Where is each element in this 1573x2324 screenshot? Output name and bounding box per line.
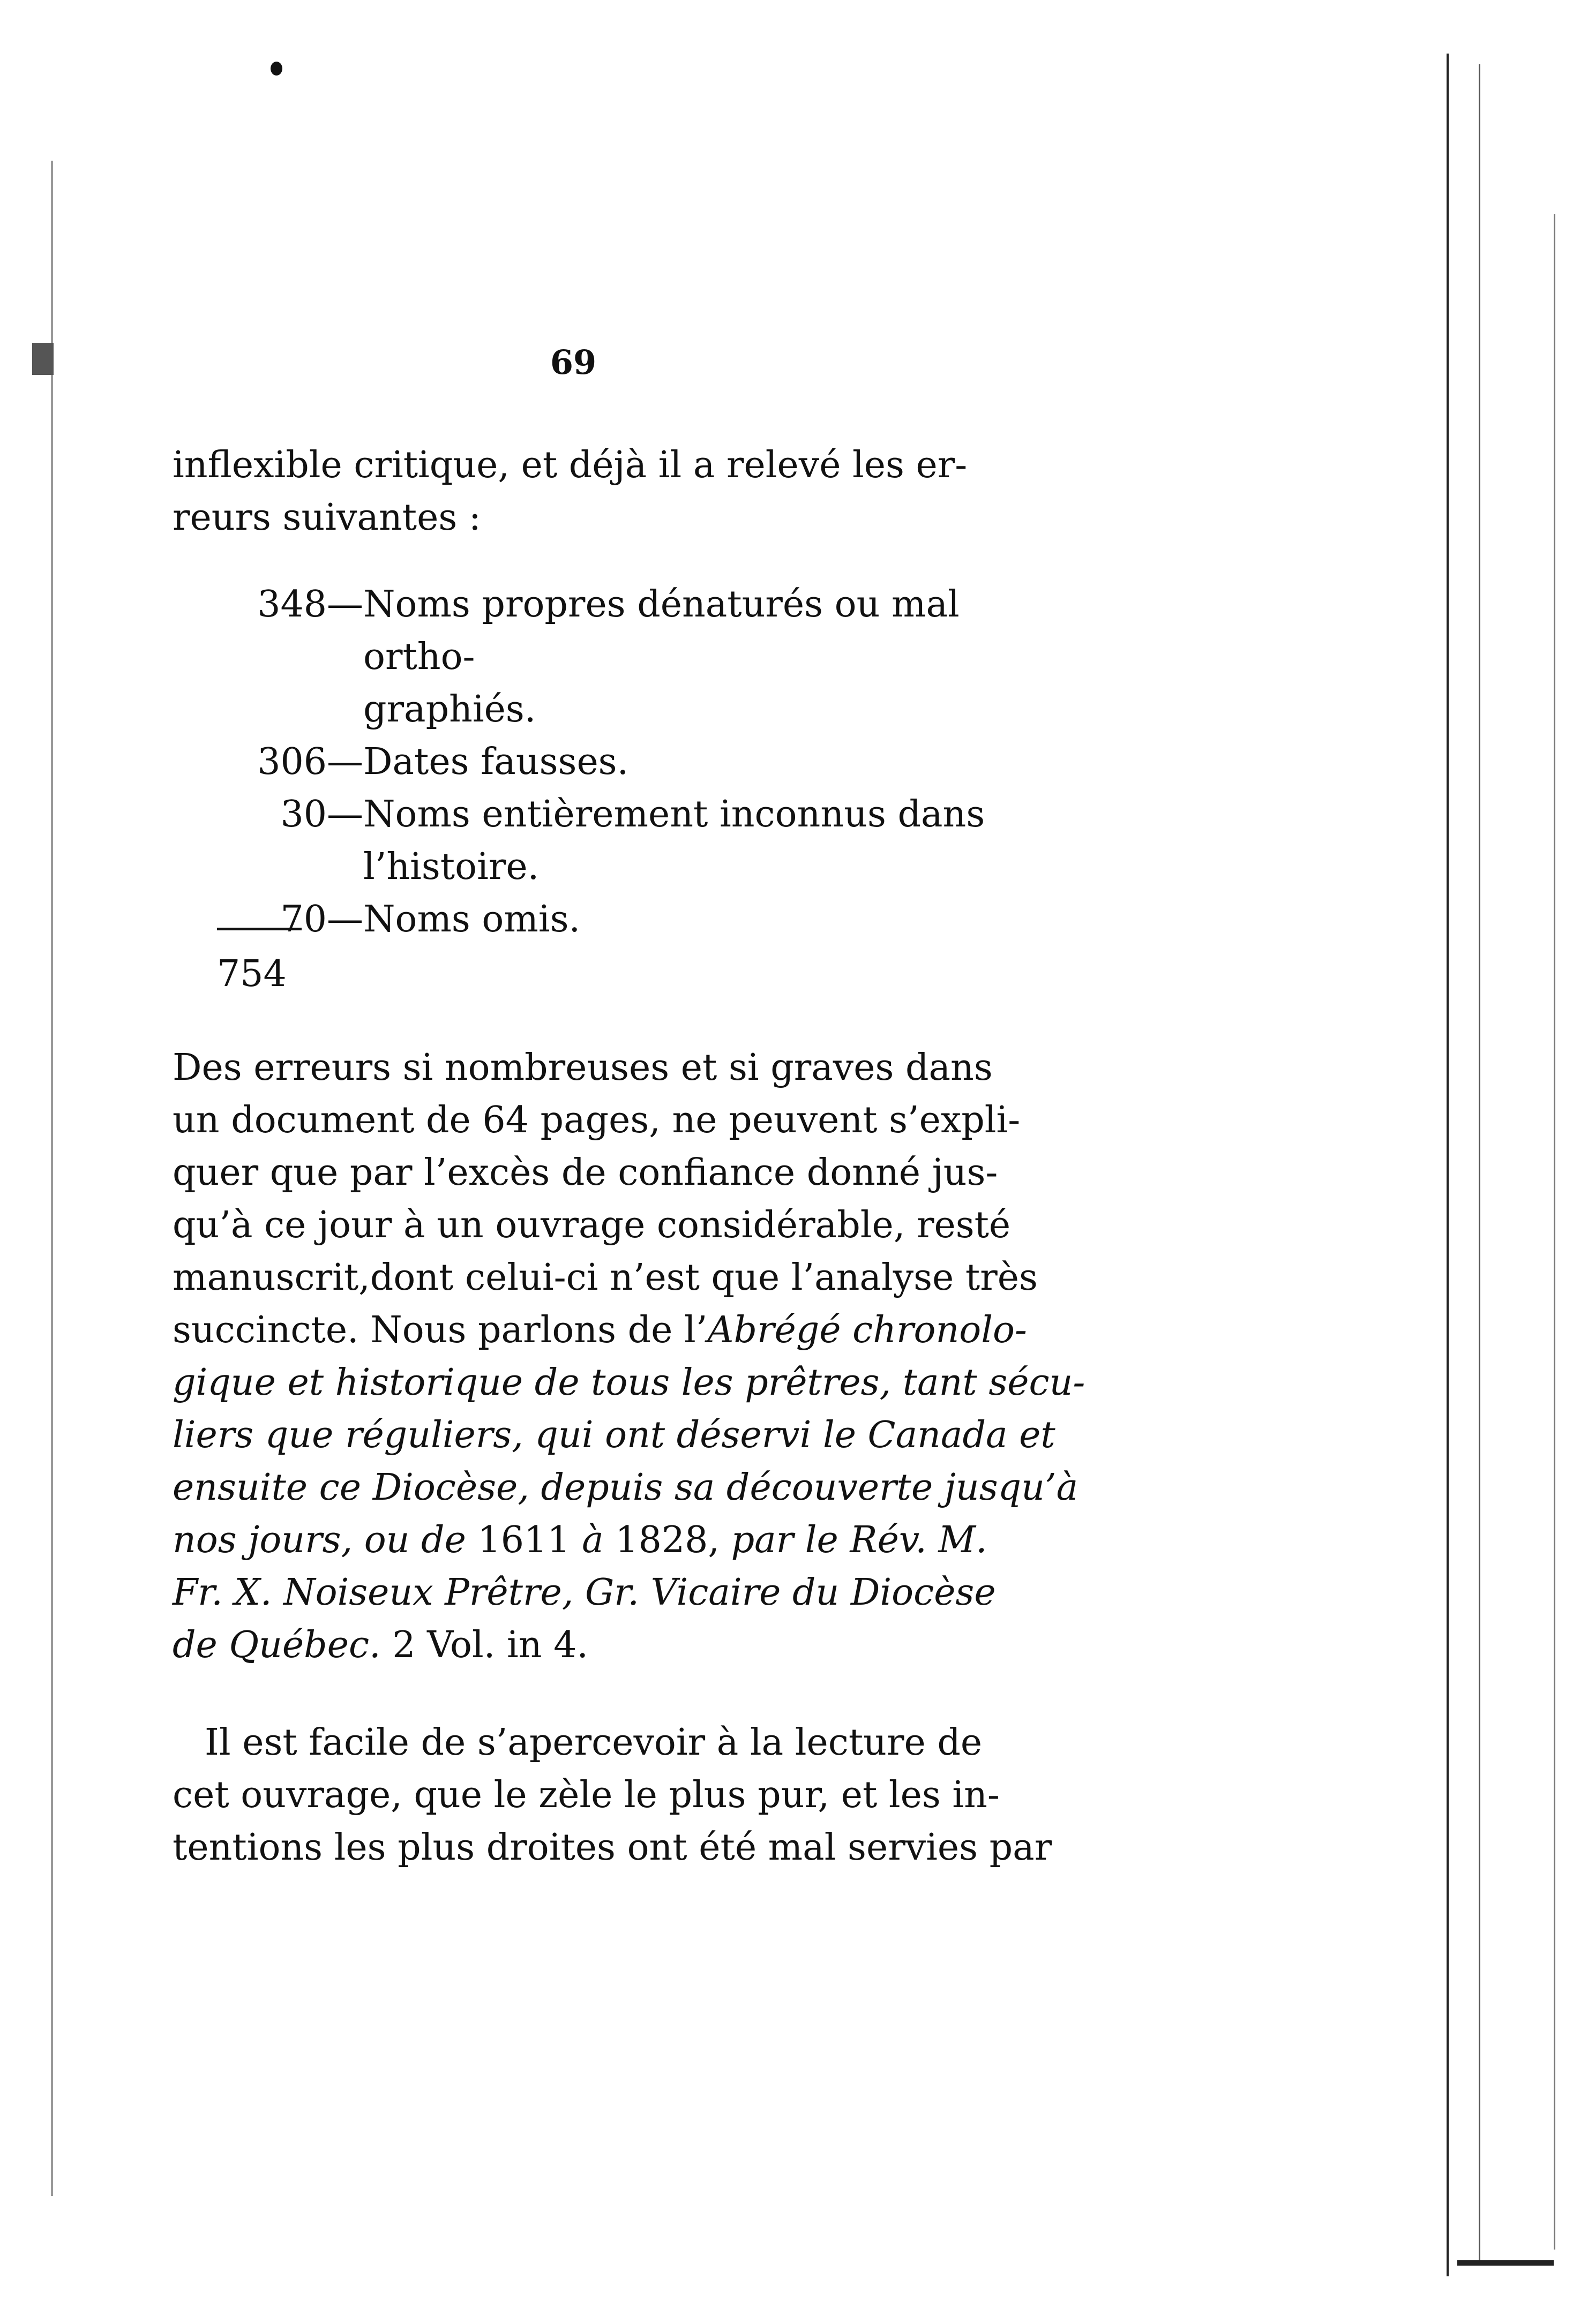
error-dash: — (327, 898, 363, 941)
left-edge-mark (32, 343, 54, 375)
error-count: 70 (280, 898, 327, 941)
error-label (363, 893, 1050, 946)
book-title-text: à (582, 1519, 604, 1561)
left-edge-mark (51, 161, 53, 2196)
paragraph-line (173, 1304, 1040, 1357)
error-dash: — (327, 583, 363, 626)
paragraph-line: manuscrit,dont celui-ci n’est que l’analyse très (173, 1257, 1038, 1299)
binding-edge (1554, 214, 1555, 2250)
book-title-line: Fr. X. Noiseux Prêtre, Gr. Vicaire du Diocèse (173, 1571, 996, 1614)
binding-edge (1447, 54, 1449, 2276)
error-list-item (214, 736, 1050, 788)
error-dash: — (327, 793, 363, 836)
sum-rule (217, 928, 302, 930)
binding-edge (1479, 64, 1480, 2260)
error-label-line: l’histoire. (363, 846, 540, 888)
paragraph-line: qu’à ce jour à un ouvrage considérable, resté (173, 1204, 1011, 1246)
error-label-line: Noms omis. (363, 898, 581, 941)
error-label-line: Noms propres dénaturés ou mal ortho- (363, 583, 960, 678)
book-title-line: ensuite ce Diocèse, depuis sa découverte jusqu’à (173, 1466, 1078, 1509)
book-title-line: liers que réguliers, qui ont déservi le Canada et (173, 1414, 1055, 1456)
error-count: 306 (257, 741, 327, 783)
line-text: inflexible critique, et déjà il a relevé les er- (173, 444, 968, 486)
book-title-text: nos jours, ou de (173, 1519, 466, 1561)
paragraph-line (173, 439, 1040, 492)
ink-spot (271, 62, 282, 76)
error-total: 754 (217, 953, 287, 995)
paragraph-line: cet ouvrage, que le zèle le plus pur, et les in- (173, 1774, 1000, 1816)
error-label-line: Dates fausses. (363, 741, 629, 783)
error-list-item (214, 788, 1050, 893)
paragraph-line: quer que par l’excès de confiance donné jus- (173, 1152, 998, 1194)
year-text: 1828, (615, 1519, 720, 1561)
error-count: 348 (257, 583, 327, 626)
error-dash: — (327, 741, 363, 783)
book-title-text: Abrégé chronolo- (707, 1309, 1027, 1351)
paragraph-line: reurs suivantes : (173, 497, 481, 539)
paragraph-line: Des erreurs si nombreuses et si graves dans (173, 1047, 993, 1089)
line-roman: succincte. Nous parlons de l’ (173, 1309, 708, 1351)
error-count: 30 (280, 793, 327, 836)
error-label-text: Noms entièrement inconnus dans (363, 793, 985, 836)
binding-edge (1457, 2260, 1554, 2266)
error-label (363, 788, 1050, 893)
volume-text: 2 Vol. in 4. (392, 1624, 588, 1666)
paragraph-line: tentions les plus droites ont été mal servies par (173, 1826, 1052, 1869)
paragraph-line: un document de 64 pages, ne peuvent s’expli- (173, 1099, 1021, 1141)
error-list-item (214, 893, 1050, 946)
error-label (363, 578, 1050, 736)
book-title-text: par le Rév. M. (731, 1519, 987, 1561)
page-number: 69 (550, 343, 597, 382)
book-title-text: de Québec. (173, 1624, 381, 1666)
paragraph-conclusion (173, 1717, 1052, 1874)
book-title-line (173, 1514, 1040, 1567)
paragraph-analysis (173, 1042, 1085, 1672)
book-title-line: gique et historique de tous les prêtres, tant sécu- (173, 1362, 1085, 1404)
year-text: 1611 (477, 1519, 571, 1561)
paragraph-line: Il est facile de s’apercevoir à la lecture de (205, 1721, 983, 1764)
error-label-line: graphiés. (363, 688, 536, 731)
paragraph-intro (173, 439, 1040, 544)
error-list-item (214, 578, 1050, 736)
book-title-line (173, 1619, 1040, 1672)
error-list (214, 578, 1050, 946)
error-label-line (363, 788, 1050, 841)
error-label (363, 736, 1050, 788)
